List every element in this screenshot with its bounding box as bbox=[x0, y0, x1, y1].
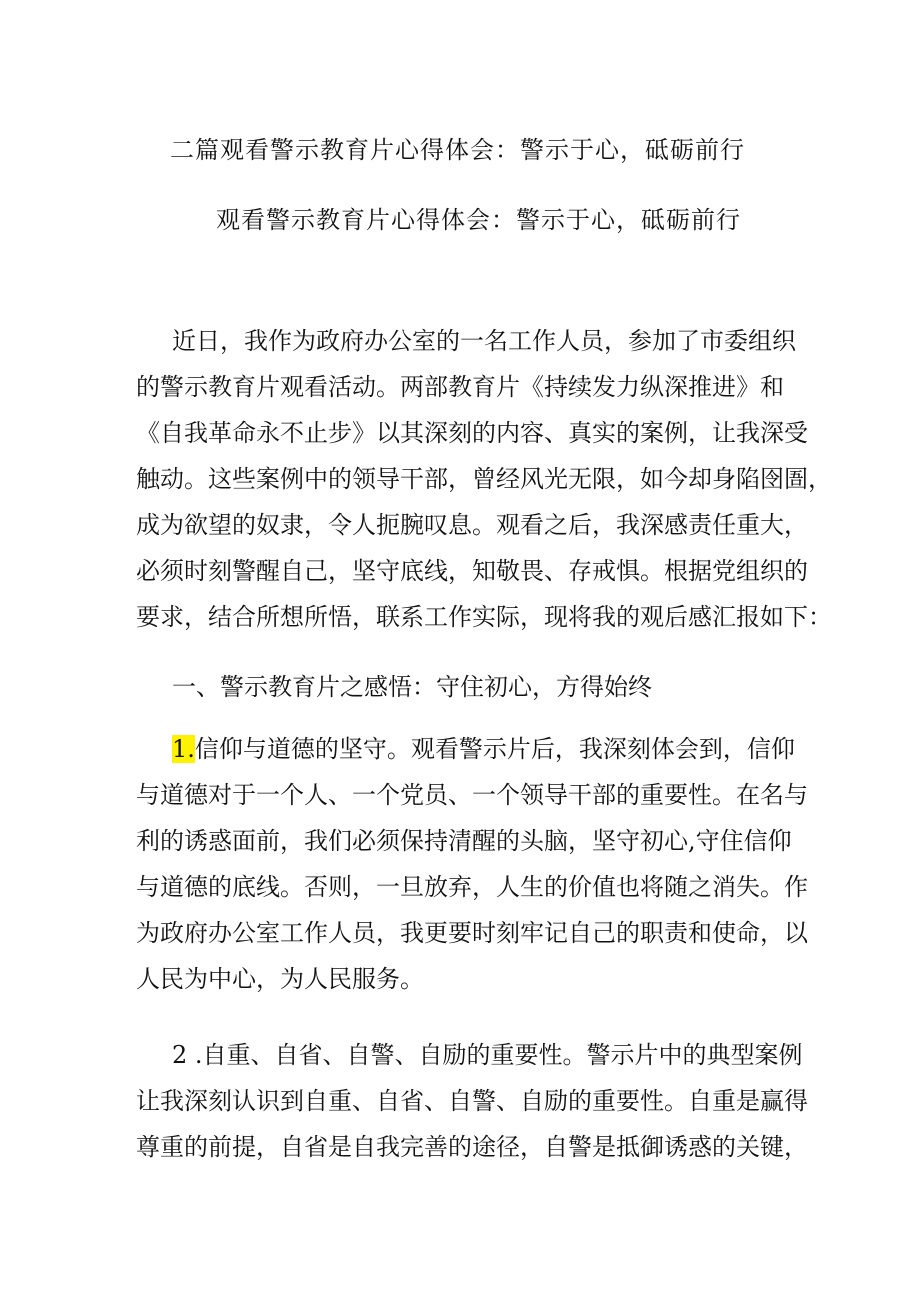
section-heading: 一、警示教育片之感悟：守住初心，方得始终 bbox=[172, 673, 652, 701]
item-1-paragraph bbox=[136, 726, 808, 1002]
item-number-highlight: 1. bbox=[172, 735, 195, 763]
paragraph-line: 为政府办公室工作人员，我更要时刻牢记自己的职责和使命，以 bbox=[136, 919, 808, 947]
paragraph-line: 让我深刻认识到自重、自省、自警、自励的重要性。自重是赢得 bbox=[136, 1087, 808, 1115]
paragraph-line: 与道德对于一个人、一个党员、一个领导干部的重要性。在名与 bbox=[136, 781, 808, 809]
document-title: 二篇观看警示教育片心得体会：警示于心，砥砺前行 bbox=[170, 136, 745, 164]
item-1-first-line: 信仰与道德的坚守。观看警示片后，我深刻体会到，信仰 bbox=[194, 735, 795, 763]
paragraph-line: 必须时刻警醒自己，坚守底线，知敬畏、存戒惧。根据党组织的 bbox=[136, 557, 808, 585]
paragraph-line: 2 .自重、自省、自警、自励的重要性。警示片中的典型案例 bbox=[172, 1041, 803, 1069]
paragraph-line: 人民为中心，为人民服务。 bbox=[136, 965, 424, 993]
paragraph-line: 成为欲望的奴隶，令人扼腕叹息。观看之后，我深感责任重大， bbox=[136, 511, 808, 539]
intro-paragraph bbox=[136, 318, 832, 640]
paragraph-line: 《自我革命永不止步》以其深刻的内容、真实的案例，让我深受 bbox=[136, 419, 808, 447]
paragraph-line: 近日，我作为政府办公室的一名工作人员，参加了市委组织 bbox=[172, 327, 796, 355]
paragraph-line: 触动。这些案例中的领导干部，曾经风光无限，如今却身陷囹圄， bbox=[136, 465, 832, 493]
paragraph-line: 利的诱惑面前，我们必须保持清醒的头脑，坚守初心,守住信仰 bbox=[136, 827, 792, 855]
item-2-paragraph bbox=[136, 1032, 808, 1170]
paragraph-line: 尊重的前提，自省是自我完善的途径，自警是抵御诱惑的关键， bbox=[136, 1133, 808, 1161]
paragraph-line: 的警示教育片观看活动。两部教育片《持续发力纵深推进》和 bbox=[136, 373, 784, 401]
document-subtitle: 观看警示教育片心得体会：警示于心，砥砺前行 bbox=[216, 206, 741, 234]
paragraph-line: 与道德的底线。否则，一旦放弃，人生的价值也将随之消失。作 bbox=[136, 873, 808, 901]
paragraph-line bbox=[136, 726, 795, 772]
paragraph-line: 要求，结合所想所悟，联系工作实际，现将我的观后感汇报如下： bbox=[136, 603, 832, 631]
